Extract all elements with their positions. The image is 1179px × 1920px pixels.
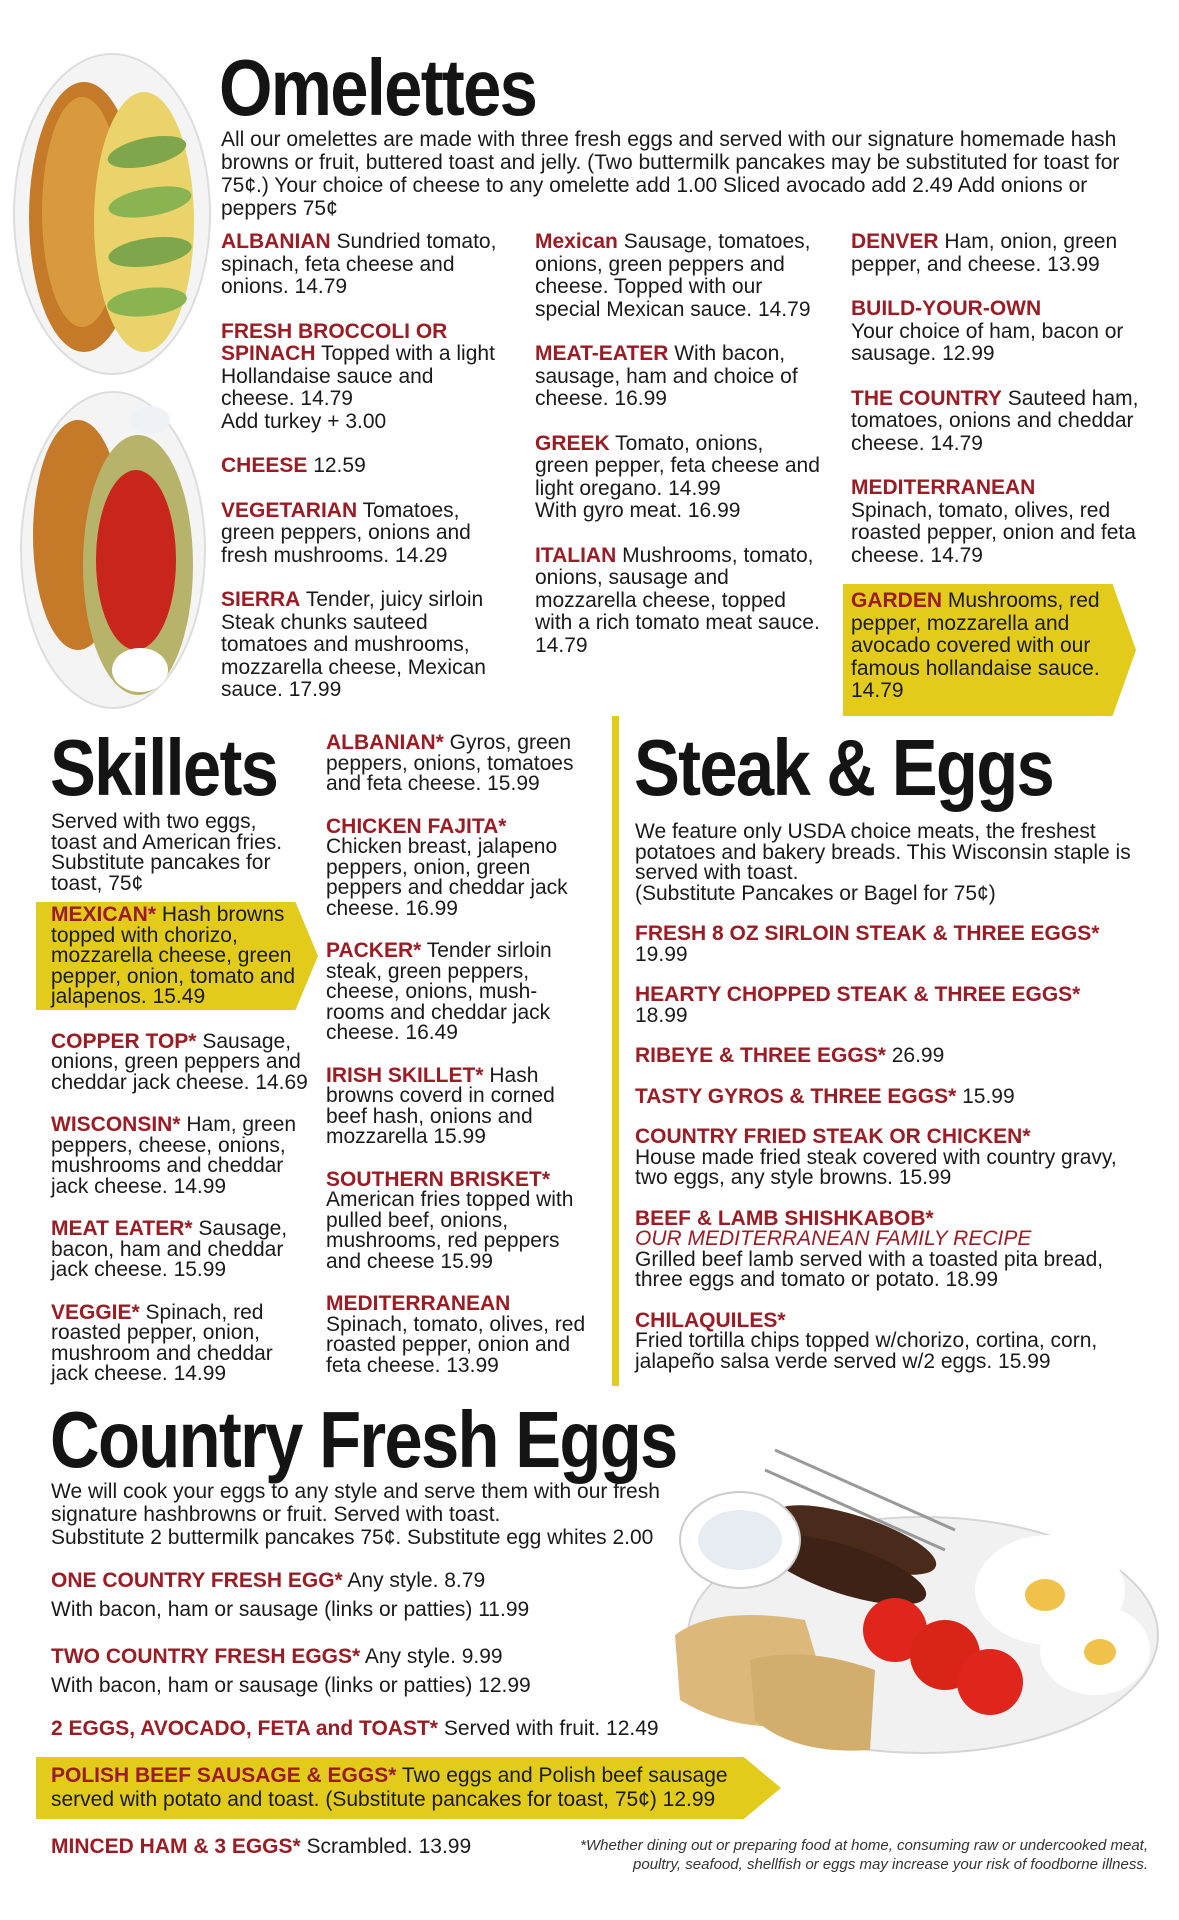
menu-item: FRESH 8 OZ SIRLOIN STEAK & THREE EGGS* 19.99 [635, 922, 1100, 966]
menu-item: SIERRA Tender, juicy sirloin Steak chunks sauteed tomatoes and mushrooms, mozzarella cheese, Mexican sauce. 17.99 [221, 588, 486, 701]
menu-item: Mexican Sausage, tomatoes, onions, green peppers and cheese. Topped with our special Mexican sauce. 14.79 [535, 230, 811, 321]
menu-item: MEDITERRANEAN Spinach, tomato, olives, red roasted pepper, onion and feta cheese. 14.79 [851, 476, 1136, 567]
menu-item: SOUTHERN BRISKET* American fries topped with pulled beef, onions, mushrooms, red peppers and cheese 15.99 [326, 1167, 574, 1273]
menu-item: FRESH BROCCOLI OR SPINACH Topped with a light Hollandaise sauce and cheese. 14.79 Add turkey + 3.00 [221, 319, 495, 433]
menu-item: PACKER* Tender sirloin steak, green peppers, cheese, onions, mush-rooms and cheddar jack cheese. 16.49 [326, 939, 552, 1044]
menu-item: THE COUNTRY Sauteed ham, tomatoes, onions and cheddar cheese. 14.79 [851, 386, 1139, 455]
menu-item: DENVER Ham, onion, green pepper, and cheese. 13.99 [851, 230, 1118, 276]
skillets-intro: Served with two eggs, toast and American fries. Substitute pancakes for toast, 75¢ [51, 810, 283, 895]
food-safety-disclaimer: *Whether dining out or preparing food at home, consuming raw or undercooked meat, poultry, seafood, shellfish or eggs may increase your risk of foodborne illness. [580, 1837, 1148, 1873]
steak-eggs-title: Steak & Eggs [634, 723, 1054, 812]
menu-item: ITALIAN Mushrooms, tomato, onions, sausage and mozzarella cheese, topped with a rich tomato meat sauce. 14.79 [535, 543, 820, 657]
omelette-photo-salsa [18, 390, 208, 710]
menu-item-garden: GARDEN Mushrooms, red pepper, mozzarella and avocado covered with our famous hollandaise sauce. 14.79 [851, 589, 1100, 702]
menu-item: CHILAQUILES* Fried tortilla chips topped w/chorizo, cortina, corn, jalapeño salsa verde served w/2 eggs. 15.99 [635, 1308, 1098, 1373]
omelettes-column-2 [535, 231, 820, 679]
menu-item: MEXICAN* Hash browns topped with chorizo, mozzarella cheese, green pepper, onion, tomato and jalapenos. 15.49 [51, 903, 296, 1008]
menu-item: ALBANIAN Sundried tomato, spinach, feta cheese and onions. 14.79 [221, 230, 497, 298]
menu-item: TASTY GYROS & THREE EGGS* 15.99 [635, 1084, 1015, 1108]
steak-eggs-intro: We feature only USDA choice meats, the freshest potatoes and bakery breads. This Wisconsin staple is served with toast. (Substitute Pancakes or Bagel for 75¢) [635, 820, 1131, 905]
menu-item: IRISH SKILLET* Hash browns coverd in corned beef hash, onions and mozzarella 15.99 [326, 1063, 555, 1148]
menu-item: COPPER TOP* Sausage, onions, green peppers and cheddar jack cheese. 14.69 [51, 1029, 308, 1094]
omelettes-column-3 [851, 231, 1141, 589]
menu-item: HEARTY CHOPPED STEAK & THREE EGGS* 18.99 [635, 983, 1081, 1027]
menu-item: WISCONSIN* Ham, green peppers, cheese, onions, mushrooms and cheddar jack cheese. 14.99 [51, 1113, 297, 1198]
menu-item: BEEF & LAMB SHISHKABOB* OUR MEDITERRANEAN FAMILY RECIPE Grilled beef lamb served with a toasted pita bread, three eggs and tomato or potato. 18.99 [635, 1206, 1104, 1291]
country-fresh-eggs-intro: We will cook your eggs to any style and serve them with our fresh signature hashbrowns or fruit. Served with toast. Substitute 2 buttermilk pancakes 75¢. Substitute egg whites 2.00 [51, 1480, 660, 1549]
section-divider-vertical [612, 716, 619, 1386]
menu-item: MEDITERRANEAN Spinach, tomato, olives, red roasted pepper, onion and feta cheese. 13.99 [326, 1292, 586, 1377]
skillets-column-1 [51, 905, 313, 1407]
menu-item: MINCED HAM & 3 EGGS* Scrambled. 13.99 [51, 1835, 472, 1858]
omelette-photo-avocado [12, 52, 212, 377]
menu-item: CHEESE 12.59 [221, 454, 366, 477]
menu-item: TWO COUNTRY FRESH EGGS* Any style. 9.99 With bacon, ham or sausage (links or patties) 12.99 [51, 1645, 531, 1697]
menu-item-polish-sausage: POLISH BEEF SAUSAGE & EGGS* Two eggs and Polish beef sausage served with potato and toast. (Substitute pancakes for toast, 75¢) 12.99 [51, 1764, 728, 1811]
menu-item: CHICKEN FAJITA* Chicken breast, jalapeno peppers, onion, green peppers and cheddar jack cheese. 16.99 [326, 814, 568, 920]
menu-item: BUILD-YOUR-OWN Your choice of ham, bacon or sausage. 12.99 [851, 297, 1124, 365]
menu-item: 2 EGGS, AVOCADO, FETA and TOAST* Served with fruit. 12.49 [51, 1717, 659, 1740]
menu-item: VEGGIE* Spinach, red roasted pepper, onion, mushroom and cheddar jack cheese. 14.99 [51, 1300, 273, 1385]
menu-item: VEGETARIAN Tomatoes, green peppers, onions and fresh mushrooms. 14.29 [221, 498, 471, 567]
menu-item: GREEK Tomato, onions, green pepper, feta cheese and light oregano. 14.99 With gyro meat. 16.99 [535, 431, 820, 522]
menu-item: MEAT EATER* Sausage, bacon, ham and cheddar jack cheese. 15.99 [51, 1217, 288, 1281]
omelettes-title: Omelettes [219, 43, 537, 132]
menu-item: COUNTRY FRIED STEAK OR CHICKEN* House made fried steak covered with country gravy, two eggs, any style browns. 15.99 [635, 1125, 1117, 1189]
omelettes-column-1 [221, 231, 511, 724]
skillets-column-2 [326, 733, 588, 1398]
country-fresh-eggs-title: Country Fresh Eggs [50, 1395, 677, 1484]
menu-item: ALBANIAN* Gyros, green peppers, onions, tomatoes and feta cheese. 15.99 [326, 731, 574, 795]
menu-item: ONE COUNTRY FRESH EGG* Any style. 8.79 With bacon, ham or sausage (links or patties) 11.99 [51, 1569, 530, 1621]
menu-item: RIBEYE & THREE EGGS* 26.99 [635, 1044, 945, 1067]
skillets-title: Skillets [50, 723, 278, 812]
steak-eggs-items [635, 924, 1145, 1394]
menu-item: MEAT-EATER With bacon, sausage, ham and choice of cheese. 16.99 [535, 342, 798, 410]
omelettes-intro: All our omelettes are made with three fresh eggs and served with our signature homemade hash browns or fruit, buttered toast and jelly. (Two buttermilk pancakes may be substituted for toast for 75¢.) Your choice of cheese to any omelette add 1.00 Sliced avocado add 2.49 Add onions or peppers 75¢ [221, 128, 1120, 220]
steak-eggs-plate-photo [655, 1420, 1165, 1765]
